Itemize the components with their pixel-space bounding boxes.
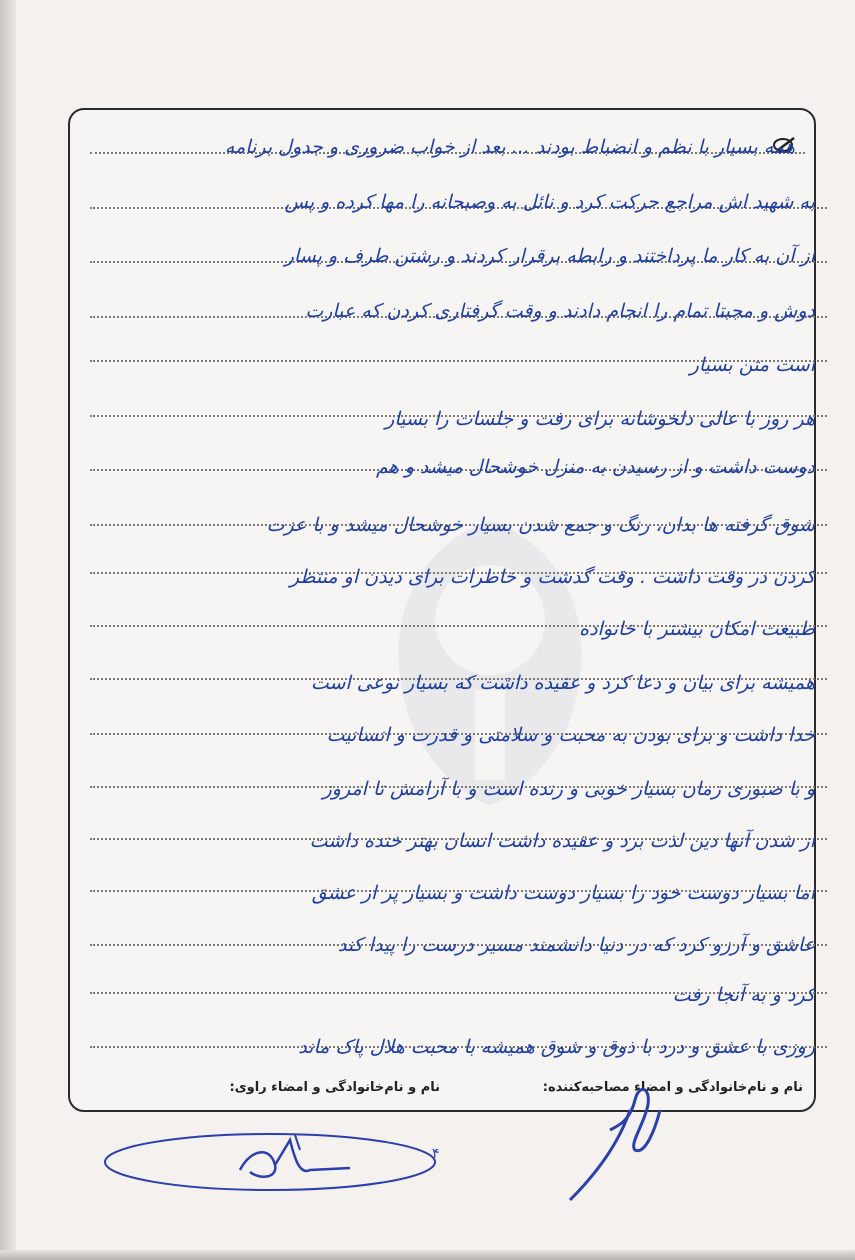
handwriting-line: شوق گرفته ها بدان، رنگ و جمع شدن بسیار خوشحال میشد و با عزت [266,514,815,536]
page-bottom-edge [0,1250,855,1260]
handwriting-line: طبیعت امکان بیشتر با خانواده [579,618,815,640]
handwriting-line: کرد و به آنجا رفت [672,984,815,1006]
handwriting-line: از آن به کار ما پرداختند و رابطه برقرار کردند و رشتن طرف و پسار [284,245,815,267]
handwriting-line: اما بسیار دوست خود را بسیار دوست داشت و بسیار پر از عشق [311,882,815,904]
handwriting-line: و با صبوری زمان بسیار خوبی و زنده است و با آرامش تا امروز [322,778,815,800]
handwriting-line: دوست داشت و از رسیدن به منزل خوشحال میشد و هم [376,456,815,478]
narrator-signature-label: نام و نام‌خانوادگی و امضاء راوی: [229,1080,440,1095]
interviewer-signature [560,1070,670,1210]
handwriting-line: خدا داشت و برای بودن به محبت و سلامتی و قدرت و انسانیت [326,724,815,746]
handwriting-line: به شهید اش مراجع حرکت کرد و نائل به وصبحانه را مها کرده و پس [284,191,815,213]
interviewer-signature-label: نام و نام‌خانوادگی و امضاء مصاحبه‌کننده: [542,1080,803,1095]
handwriting-line: از شدن آنها دین لذت برد و عقیده داشت انسان بهتر خنده داشت [309,830,815,852]
page-number: ۴ [432,1146,440,1162]
handwriting-line: هر روز با عالی دلخوشانه برای رفت و جلسات را بسیار [385,408,815,430]
handwriting-line: عاشق و آرزو کرد که در دنیا دانشمند مسیر درست را پیدا کند [337,934,815,956]
narrator-signature [100,1120,450,1200]
handwriting-line: همه بسیار با نظم و انضباط بودند ... بعد از خواب ضروری و جدول برنامه [224,136,795,158]
handwriting-line: همیشه برای بیان و دعا کرد و عقیده داشت که بسیار نوعی است [310,672,815,694]
handwriting-line: دوش و مجبتا تمام را انجام دادند و وقت گرفتاری کردن که عبارت [305,300,815,322]
handwriting-line: روزی با عشق و درد با ذوق و شوق همیشه با محبت هلال پاک ماند [298,1036,815,1058]
handwriting-line: است متن بسیار [689,354,815,376]
handwriting-line: کردن در وقت داشت . وقت گذشت و خاطرات برای دیدن او منتظر [289,566,815,588]
page-binding-edge [0,0,16,1260]
